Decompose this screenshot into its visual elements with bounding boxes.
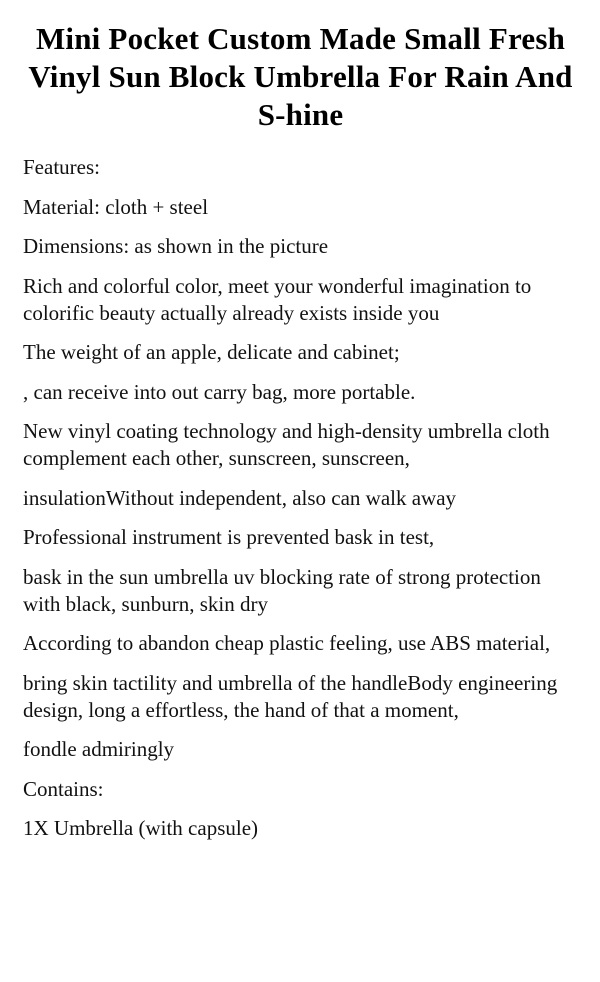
test-line: Professional instrument is prevented bask in test, [23, 525, 435, 549]
contains-heading: Contains: [23, 776, 104, 801]
abs-material-paragraph: According to abandon cheap plastic feeling, use ABS material, [23, 631, 551, 655]
uv-protection-paragraph: bask in the sun umbrella uv blocking rate of strong protection with black, sunburn, skin dry [23, 564, 541, 616]
weight-line: The weight of an apple, delicate and cabinet; [23, 340, 400, 364]
coating-paragraph: New vinyl coating technology and high-density umbrella cloth complement each other, sunscreen, sunscreen, [23, 419, 550, 470]
fondle-line: fondle admiringly [23, 737, 175, 761]
color-paragraph: Rich and colorful color, meet your wonderful imagination to colorific beauty actually already exists inside you [23, 273, 532, 325]
features-heading: Features: [23, 155, 100, 179]
product-title: Mini Pocket Custom Made Small Fresh Vinyl Sun Block Umbrella For Rain And S-hine [28, 21, 573, 132]
insulation-line: insulationWithout independent, also can walk away [23, 485, 457, 510]
material-line: Material: cloth + steel [23, 194, 209, 219]
dimensions-line: Dimensions: as shown in the picture [23, 234, 329, 258]
portable-line: , can receive into out carry bag, more portable. [23, 379, 416, 404]
handle-design-paragraph: bring skin tactility and umbrella of the handleBody engineering design, long a effortless, the hand of that a moment, [23, 670, 558, 722]
description-body [23, 154, 578, 842]
contents-item: 1X Umbrella (with capsule) [23, 816, 259, 840]
